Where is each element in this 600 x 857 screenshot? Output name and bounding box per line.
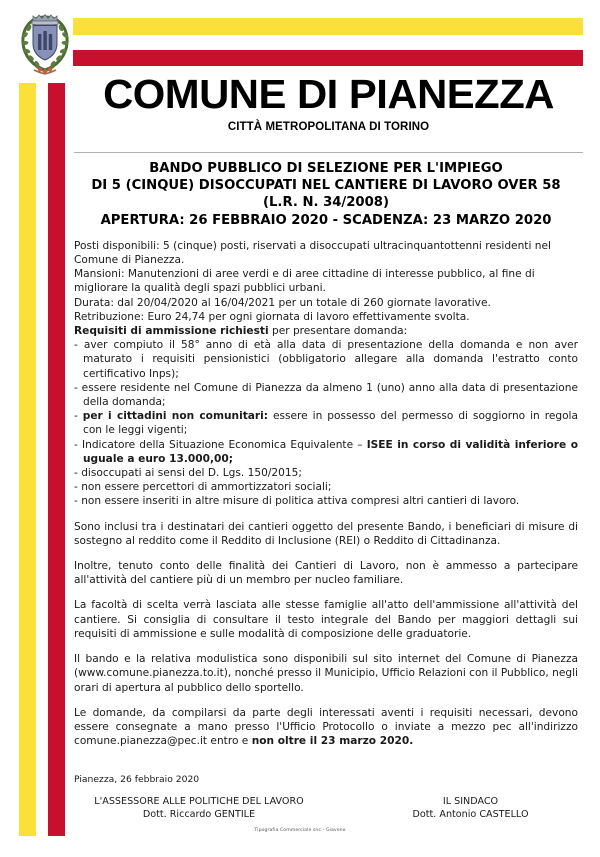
announcement-title-line-4: APERTURA: 26 FEBBRAIO 2020 - SCADENZA: 23 MARZO 2020 (100, 212, 552, 228)
requisito-bold: ISEE in corso di validità inferiore o uguale a euro 13.000,00; (83, 438, 578, 465)
requisito-item: - non essere inseriti in altre misure di politica attiva compresi altri cantieri di lavoro. (74, 495, 520, 508)
side-yellow-bar (19, 83, 36, 836)
signature-assessore-role: L'ASSESSORE ALLE POLITICHE DEL LAVORO (94, 796, 304, 807)
posti-disponibili-paragraph: Posti disponibili: 5 (cinque) posti, riservati a disoccupati ultracinquantottenni residenti nel Comune di Pianezza. (74, 239, 551, 267)
requisito-item: - disoccupati ai sensi del D. Lgs. 150/2015; (74, 467, 302, 480)
printer-credit: Tipografia Commerciale snc - Giaveno (254, 828, 346, 833)
requisito-item: - non essere percettori di ammortizzatori sociali; (74, 481, 332, 494)
signature-sindaco-role: IL SINDACO (442, 796, 499, 807)
inoltre-paragraph: Inoltre, tenuto conto delle finalità dei Cantieri di Lavoro, non è ammesso a partecipare all'attività del cantiere più di un membro per nucleo familiare. (74, 560, 578, 587)
requisito-suffix: essere in possesso del permesso di soggiorno in regola con le leggi vigenti; (83, 410, 578, 437)
header-red-bar (73, 50, 583, 66)
announcement-title-line-3: (L.R. N. 34/2008) (263, 195, 389, 211)
requisito-bold: per i cittadini non comunitari: (82, 410, 269, 423)
domande-paragraph (74, 706, 578, 749)
mansioni-paragraph: Mansioni: Manutenzioni di aree verdi e di aree cittadine di interesse pubblico, al fine di migliorare la qualità degli spazi pubblici urbani. (74, 268, 535, 295)
signature-assessore (74, 796, 324, 821)
announcement-title-line-1: BANDO PUBBLICO DI SELEZIONE PER L'IMPIEGO (149, 161, 503, 176)
signature-sindaco (363, 796, 578, 821)
requisiti-heading (74, 324, 578, 338)
page-title: COMUNE DI PIANEZZA (103, 71, 554, 117)
side-red-bar (48, 83, 65, 836)
body-text (74, 239, 578, 749)
announcement-title-line-2: DI 5 (CINQUE) DISOCCUPATI NEL CANTIERE DI LAVORO OVER 58 (91, 178, 561, 194)
place-and-date: Pianezza, 26 febbraio 2020 (74, 774, 200, 785)
signature-block (74, 796, 578, 821)
retribuzione-paragraph: Retribuzione: Euro 24,74 per ogni giornata di lavoro effettivamente svolta. (74, 310, 470, 323)
domande-deadline-bold: non oltre il 23 marzo 2020. (251, 735, 414, 748)
requisito-item (74, 438, 578, 466)
signature-sindaco-name: Dott. Antonio CASTELLO (412, 808, 529, 820)
durata-paragraph: Durata: dal 20/04/2020 al 16/04/2021 per un totale di 260 giornate lavorative. (74, 296, 491, 309)
modulistica-paragraph: Il bando e la relativa modulistica sono disponibili sul sito internet del Comune di Pianezza (www.comune.pianezza.to.it), nonché presso il Municipio, Ufficio Relazioni con il Pubblico, negli orari di apertura al pubblico dello sportello. (74, 653, 578, 694)
document-body (74, 160, 578, 748)
inclusi-paragraph: Sono inclusi tra i destinatari dei cantieri oggetto del presente Bando, i beneficiari di misure di sostegno al reddito come il Reddito di Inclusione (REI) o Reddito di Cittadinanza. (74, 520, 578, 547)
requisiti-heading-bold: Requisiti di ammissione richiesti (74, 325, 269, 338)
header-yellow-bar (73, 18, 583, 35)
requisito-item: - essere residente nel Comune di Pianezza da almeno 1 (uno) anno alla data di presentazione della domanda; (74, 381, 578, 409)
requisiti-heading-rest: per presentare domanda: (268, 325, 408, 338)
masthead (74, 71, 583, 133)
signature-assessore-name: Dott. Riccardo GENTILE (142, 808, 256, 820)
announcement-title (74, 160, 578, 229)
requisito-prefix: - (74, 410, 83, 423)
requisito-item: - aver compiuto il 58° anno di età alla data di presentazione della domanda e non aver maturato i requisiti pensionistici (obbligatorio allegare alla domanda l'estratto conto certificativo Inps); (74, 339, 578, 380)
requisito-item (74, 409, 578, 437)
page-subtitle: CITTÀ METROPOLITANA DI TORINO (227, 121, 430, 133)
comune-crest-icon (14, 9, 76, 77)
facolta-paragraph: La facoltà di scelta verrà lasciata alle stesse famiglie all'atto dell'ammissione all'attività del cantiere. Si consiglia di consultare il testo integrale del Bando per maggiori dettagli sui requisiti di ammissione e sulle modalità di composizione delle graduatorie. (74, 599, 578, 640)
domande-text: Le domande, da compilarsi da parte degli interessati aventi i requisiti necessari, devono essere consegnate a mano presso l'Ufficio Protocollo o inviate a mezzo pec all'indirizzo comune.pianezza@pec.it entro e (74, 706, 578, 748)
header-divider (74, 152, 583, 153)
requisito-prefix: - Indicatore della Situazione Economica Equivalente – (74, 438, 367, 451)
